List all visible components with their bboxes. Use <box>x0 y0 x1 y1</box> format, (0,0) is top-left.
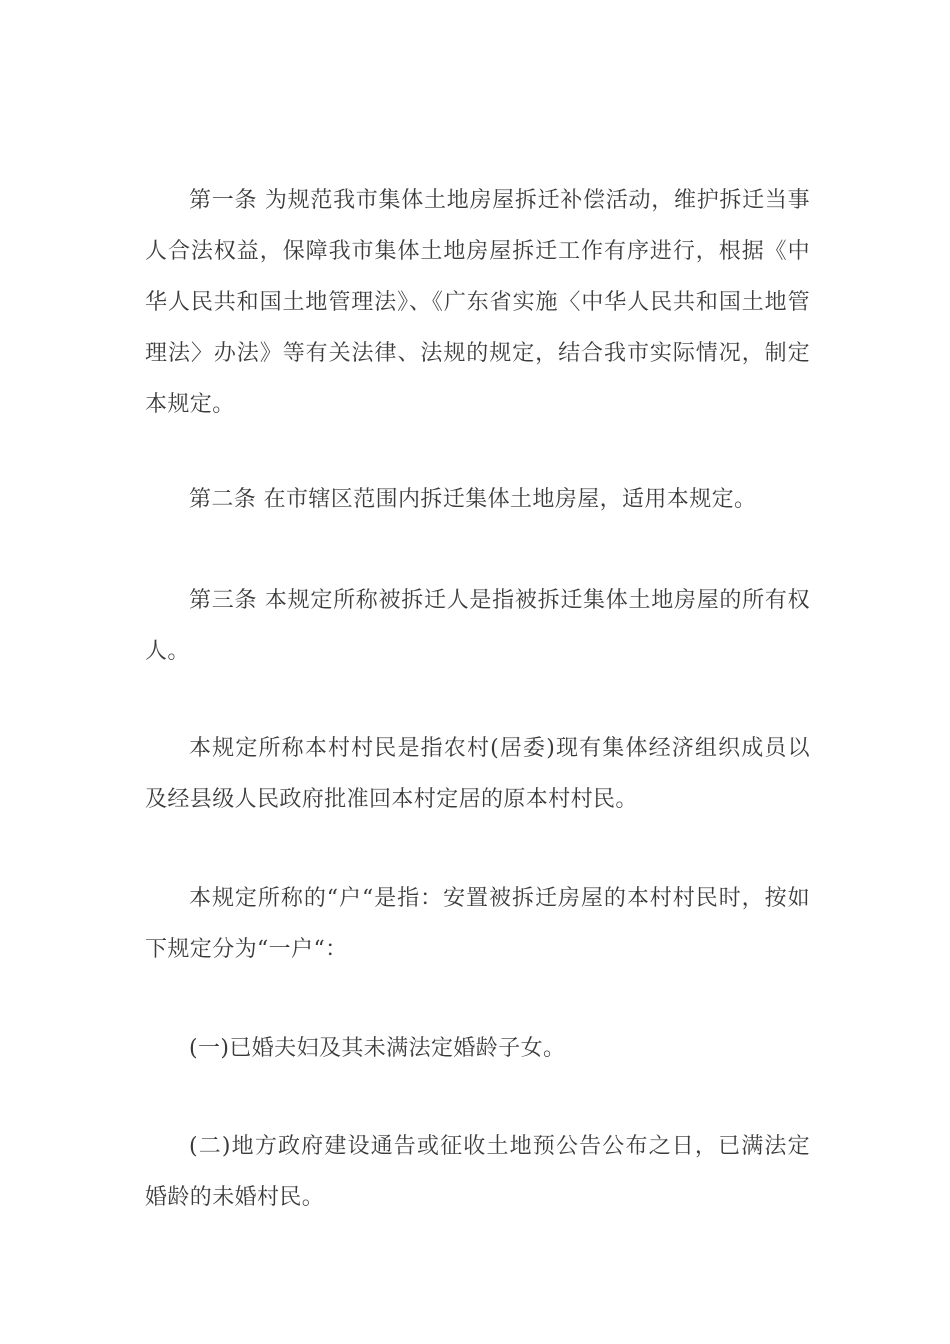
article-2-paragraph: 第二条 在市辖区范围内拆迁集体土地房屋，适用本规定。 <box>189 487 757 512</box>
article-3-paragraph: 第三条 本规定所称被拆迁人是指被拆迁集体土地房屋的所有权人。 <box>145 588 810 664</box>
household-item-2: (二)地方政府建设通告或征收土地预公告公布之日，已满法定婚龄的未婚村民。 <box>145 1134 810 1210</box>
household-item-1: (一)已婚夫妇及其未满法定婚龄子女。 <box>189 1036 566 1061</box>
household-definition-paragraph: 本规定所称的“户“是指：安置被拆迁房屋的本村村民时，按如下规定分为“一户“： <box>145 886 810 962</box>
villager-definition-paragraph: 本规定所称本村村民是指农村(居委)现有集体经济组织成员以及经县级人民政府批准回本村定居的原本村村民。 <box>145 736 810 812</box>
article-1-paragraph: 第一条 为规范我市集体土地房屋拆迁补偿活动，维护拆迁当事人合法权益，保障我市集体土地房屋拆迁工作有序进行，根据《中华人民共和国土地管理法》、《广东省实施〈中华人民共和国土地管理法〉办法》等有关法律、法规的规定，结合我市实际情况，制定本规定。 <box>145 188 810 417</box>
